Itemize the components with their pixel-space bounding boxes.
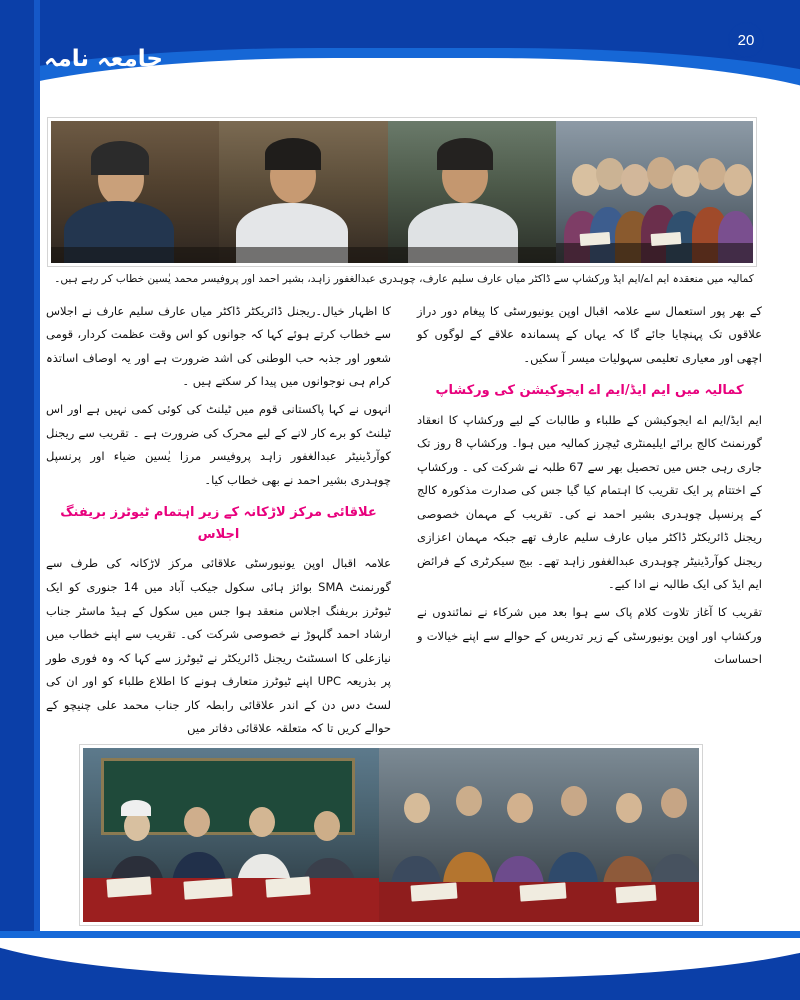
page-footer-band (0, 938, 800, 1000)
footer-wave-white (0, 938, 800, 978)
left-spine (0, 0, 34, 1000)
paragraph: تقریب کا آغاز تلاوت کلام پاک سے ہوا بعد میں شرکاء نے نمائندوں نے ورکشاپ اور اوپن یونیورسٹی کے زیر تدریس کے حوالے سے اپنے خیالات و احساسات (417, 605, 762, 667)
footer-accent-strip (0, 931, 800, 938)
photo-panel-attendees (379, 748, 699, 922)
top-photo-strip (48, 118, 756, 266)
photo-panel-2 (219, 121, 387, 263)
bottom-photo-strip (80, 745, 702, 925)
paragraph: علامہ اقبال اوپن یونیورسٹی علاقائی مرکز لاڑکانہ کی طرف سے گورنمنٹ SMA بوائز ہائی سکول جیکب آباد میں 14 جنوری کو ایک ٹیوٹرز بریفنگ اجلاس منعقد ہوا جس میں سکول کے ہیڈ ماسٹر جناب ارشاد احمد گلہوڑ نے خصوصی شرکت کی۔ تقریب سے اپنے خطاب میں نیازعلی کا اسسٹنٹ ریجنل ڈائریکٹر نے ٹیوٹرز سے کہا کہ وہ فوری طور پر بذریعہ UPC اپنے ٹیوٹرز متعارف ہونے کا اطلاع طلباء کو اور ان کی لسٹ دس دن کے اندر علاقائی رابطہ کار جناب محمد علی چنیچو کے حوالے کریں تا کہ متعلقہ علاقائی دفاتر میں (46, 556, 391, 736)
paragraph: کے بھر پور استعمال سے علامہ اقبال اوپن یونیورسٹی کا پیغام دور دراز علاقوں تک پہنچایا جائے گا کہ یہاں کے پسماندہ علاقے کے لوگوں کو اچھی اور معیاری تعلیمی سہولیات میسر آ سکیں۔ (417, 303, 762, 365)
column-left (417, 300, 762, 745)
paragraph: کا اظہار خیال۔ریجنل ڈائریکٹر ڈاکٹر میاں عارف سلیم عارف نے اجلاس سے خطاب کرتے ہوئے کہا کہ جوانوں کو اس وقت عظمت کردار، قومی شعور اور جذبہ حب الوطنی کی اشد ضرورت ہے اور یہ اوصاف اساتذہ کرام ہی نوجوانوں میں پیدا کر سکتے ہیں ۔ (46, 303, 391, 389)
page-content (46, 118, 762, 947)
body-columns (46, 300, 762, 745)
paragraph: انہوں نے کہا پاکستانی قوم میں ٹیلنٹ کی کوئی کمی نہیں ہے اور اس ٹیلنٹ کو برے کار لانے کے لیے محرک کی ضرورت ہے ۔ تقریب سے ریجنل کوآرڈینیٹر عبدالغفور زاہد پروفیسر مرزا یٰسین ضیاء اور پرنسپل چوہدری بشیر احمد نے بھی خطاب کیا۔ (46, 402, 391, 487)
page-number-badge: 20 (728, 22, 764, 58)
photo-panel-1 (51, 121, 219, 263)
paragraph: ایم ایڈ/ایم اے ایجوکیشن کے طلباء و طالبات کے لیے ورکشاپ کا انعقاد گورنمنٹ کالج برائے ایلیمنٹری ٹیچرز کمالیہ میں ہوا۔ ورکشاپ 8 روز تک جاری رہی جس میں تحصیل بھر سے 67 طلبہ نے شرکت کی ۔ ورکشاپ کے اختتام پر ایک تقریب کا اہتمام کیا گیا جس کی صدارت مذکورہ کالج کے پرنسپل چوہدری بشیر احمد نے کی۔ تقریب کے مہمان خصوصی ریجنل ڈائریکٹر ڈاکٹر میاں عارف سلیم عارف تھے جبکہ مہمان اعزازی ریجنل کوآرڈینیٹر چوہدری عبدالغفور زاہد تھے۔ بیج سیکرٹری کے فرائض ایم ایڈ کی ایک طالبہ نے ادا کیے۔ (417, 412, 762, 592)
column-right (46, 300, 391, 745)
section-subhead: علاقائی مرکز لاڑکانہ کے زیر اہتمام ٹیوٹرز بریفنگ اجلاس (60, 505, 377, 543)
magazine-title: جامعہ نامہ (44, 46, 163, 72)
photo-panel-3 (388, 121, 556, 263)
left-spine-accent (34, 0, 40, 1000)
top-photo-caption: کمالیہ میں منعقدہ ایم اے/ایم ایڈ ورکشاپ سے ڈاکٹر میاں عارف سلیم عارف، چوہدری عبدالغفور زاہد، بشیر احمد اور پروفیسر محمد یٰسین خطاب کر رہے ہیں۔ (54, 273, 754, 285)
photo-panel-panel-table (83, 748, 379, 922)
photo-panel-audience (556, 121, 753, 263)
section-subhead: کمالیہ میں ایم ایڈ/ایم اے ایجوکیشن کی ورکشاپ (435, 383, 744, 399)
